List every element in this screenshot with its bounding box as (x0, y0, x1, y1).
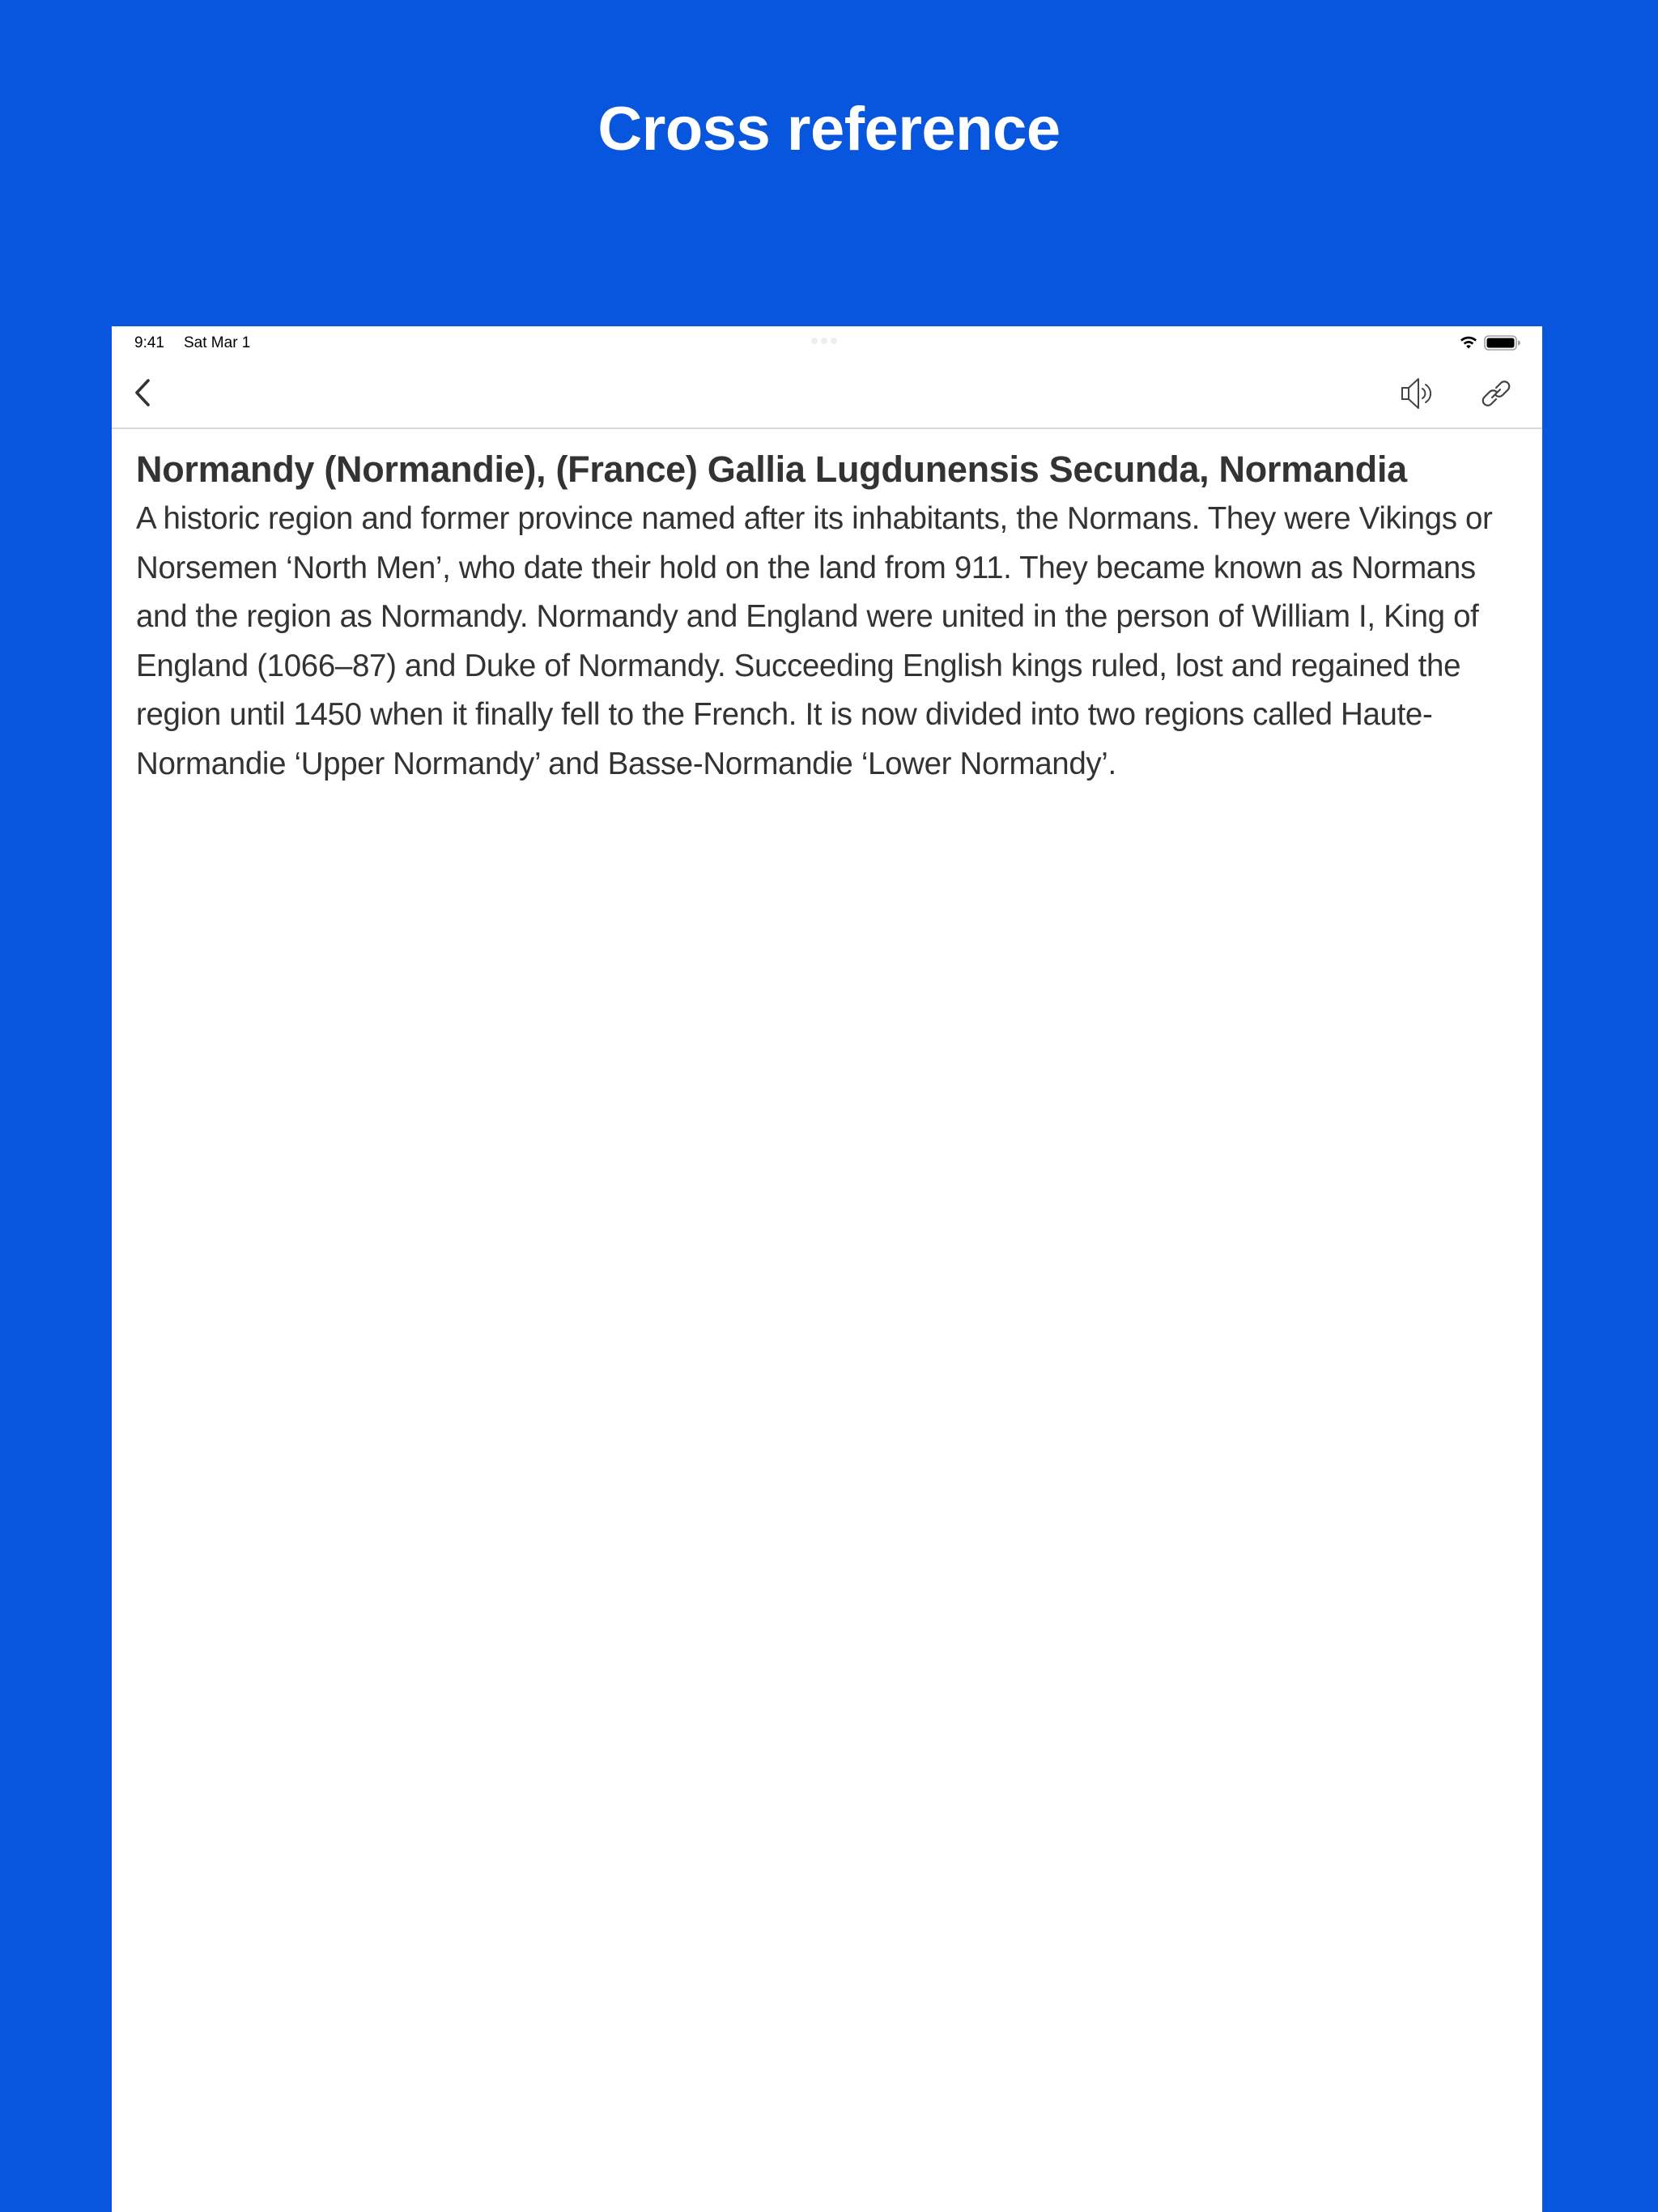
dot-icon (811, 338, 818, 344)
entry-body: A historic region and former province named after its inhabitants, the Normans. They were Vikings or Norsemen ‘North Men’, who date their hold on the land from 911. They became known as Normans and the region as Normandy. Normandy and England were united in the person of William I, King of England (1066–87) and Duke of Normandy. Succeeding English kings ruled, lost and regained the region until 1450 when it finally fell to the French. It is now divided into two regions called Haute-Normandie ‘Upper Normandy’ and Basse-Normandie ‘Lower Normandy’. (136, 501, 1493, 781)
multitasking-handle[interactable] (811, 338, 837, 344)
dot-icon (821, 338, 827, 344)
entry-content (136, 446, 1520, 789)
speaker-icon (1401, 376, 1435, 410)
status-date: Sat Mar 1 (184, 334, 251, 351)
dot-icon (831, 338, 837, 344)
wifi-icon (1460, 335, 1477, 349)
link-button[interactable] (1473, 371, 1519, 416)
back-button[interactable] (123, 372, 162, 414)
page-headline: Cross reference (597, 95, 1061, 164)
navigation-bar (112, 359, 1542, 429)
status-time: 9:41 (134, 334, 164, 351)
link-icon (1480, 377, 1512, 410)
status-bar (112, 326, 1542, 359)
device-screen (112, 326, 1542, 2212)
battery-icon (1484, 335, 1521, 351)
entry-title: Normandy (Normandie), (France) Gallia Lugdunensis Secunda, Normandia (136, 449, 1407, 490)
speaker-button[interactable] (1395, 371, 1440, 416)
chevron-left-icon (134, 378, 151, 407)
